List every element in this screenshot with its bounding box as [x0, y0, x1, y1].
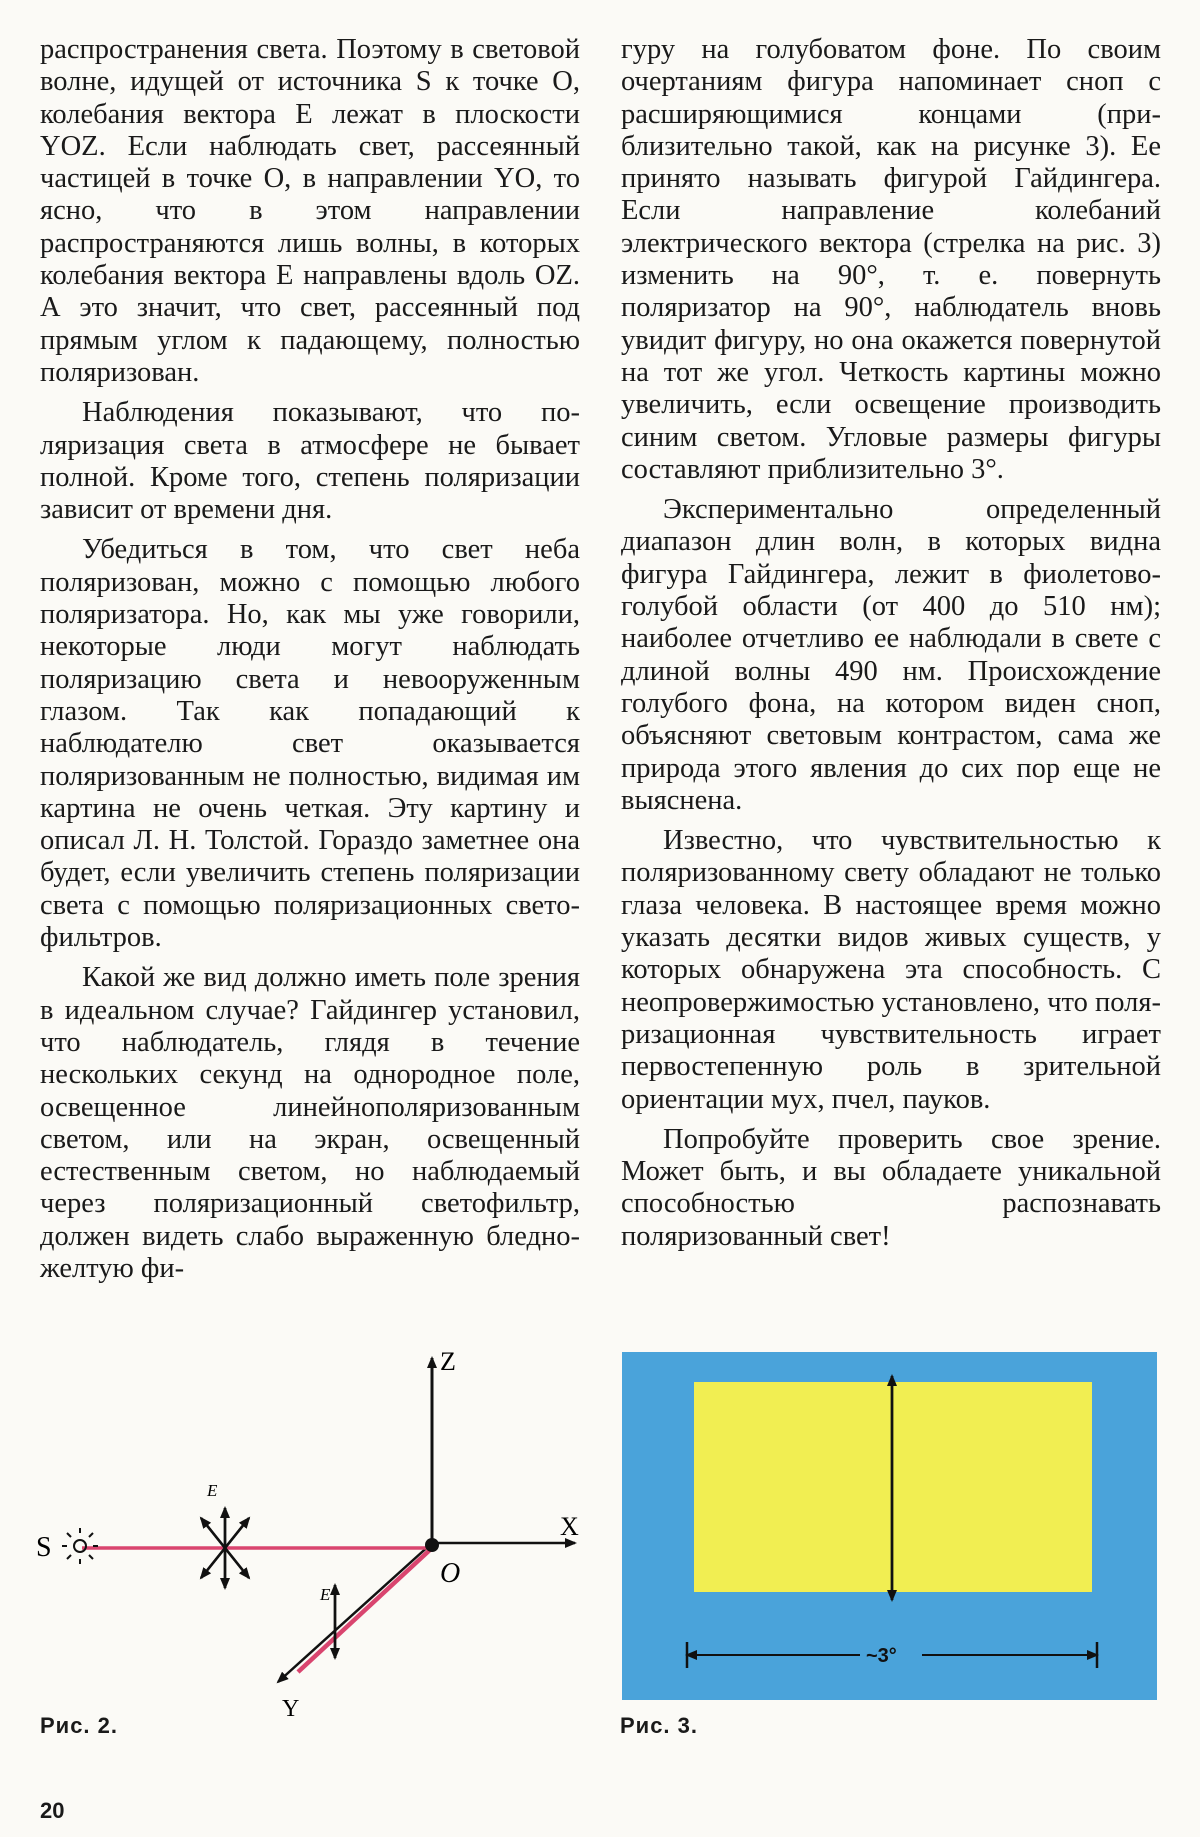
label-s: S	[36, 1532, 52, 1563]
label-e-bottom: E	[320, 1585, 331, 1604]
angle-label: ~3°	[866, 1645, 897, 1667]
paragraph: Убедиться в том, что свет неба поляризован, можно с помощью любого поляризатора. Но, как мы уже говорили, некоторые люди могут наблюдать поляризацию света и невооруженным глазом. Так как попадающий к наблюдателю свет оказывается поляризованным не полностью, видимая им картина не очень четкая. Эту картину и описал Л. Н. Толстой. Гораздо заметнее она будет, если увеличить степень поляризации света с помощью поляризационных светофильтров.	[40, 534, 580, 954]
label-x: X	[560, 1512, 579, 1541]
light-source-icon	[74, 1540, 86, 1552]
paragraph: распространения света. Поэтому в световой волне, идущей от источника S к точке O, колебания вектора E лежат в плоскости YOZ. Если наблюдать свет, рассеянный частицей в точке O, в направлении YO, то ясно, что в этом направлении распространяются лишь волны, в которых колебания вектора E направлены вдоль OZ. А это значит, что свет, рассеянный под прямым углом к падающему, полностью поляризован.	[40, 34, 580, 388]
figure-2-caption: Рис. 2.	[40, 1713, 119, 1738]
y-axis	[278, 1543, 432, 1682]
origin-point	[425, 1538, 439, 1552]
label-o: O	[440, 1558, 461, 1589]
label-y: Y	[282, 1696, 300, 1722]
paragraph: Известно, что чувствительностью к поляризованному свету обладают не только глаза человека. В настоящее время можно указать десятки видов живых существ, у которых обнаружена эта способность. С неопровержимостью установлено, что поляризационная чувствительность играет первостепенную роль в зрительной ориентации мух, пчел, пауков.	[621, 825, 1161, 1115]
label-z: Z	[440, 1347, 456, 1376]
paragraph: гуру на голубоватом фоне. По своим очертаниям фигура напоминает сноп с расширяющимися концами (приблизительно такой, как на рисунке 3). Ее принято называть фигурой Гайдингера. Если направление колебаний электрического вектора (стрелка на рис. 3) изменить на 90°, т. е. повернуть поляризатор на 90°, наблюдатель вновь увидит фигуру, но она окажется повернутой на тот же угол. Четкость картины можно увеличить, если освещение производить синим светом. Угловые размеры фигуры составляют приблизительно 3°.	[621, 34, 1161, 485]
page-number: 20	[40, 1798, 65, 1823]
source-rays	[62, 1528, 98, 1564]
paragraph: Экспериментально определенный диапазон длин волн, в которых видна фигура Гайдингера, лежит в фиолетово-голубой области (от 400 до 510 нм); наиболее отчетливо ее наблюдали в свете с длиной волны 490 нм. Происхождение голубого фона, на котором виден сноп, объясняют световым контрастом, сама же природа этого явления до сих пор еще не выяснена.	[621, 494, 1161, 816]
label-e-top: E	[207, 1481, 218, 1500]
figure-3-haidinger-brush	[622, 1352, 1157, 1700]
figure-2-diagram	[30, 1340, 590, 1740]
figure-3-caption: Рис. 3.	[620, 1713, 699, 1738]
left-text-column	[40, 34, 580, 1293]
paragraph: Какой же вид должно иметь поле зрения в идеальном случае? Гайдингер установил, что наблюдатель, глядя в течение нескольких секунд на однородное поле, освещенное линейнополяризованным светом, или на экран, освещенный естественным светом, но наблюдаемый через поляризационный светофильтр, должен видеть слабо выраженную бледно-желтую фи-	[40, 962, 580, 1284]
paragraph: Попробуйте проверить свое зрение. Может быть, и вы обладаете уникальной способностью распознавать поляризованный свет!	[621, 1123, 1161, 1252]
paragraph: Наблюдения показывают, что поляризация света в атмосфере не бывает полной. Кроме того, степень поляризации зависит от времени дня.	[40, 397, 580, 526]
scattered-ray	[298, 1548, 432, 1672]
right-text-column	[621, 34, 1161, 1261]
